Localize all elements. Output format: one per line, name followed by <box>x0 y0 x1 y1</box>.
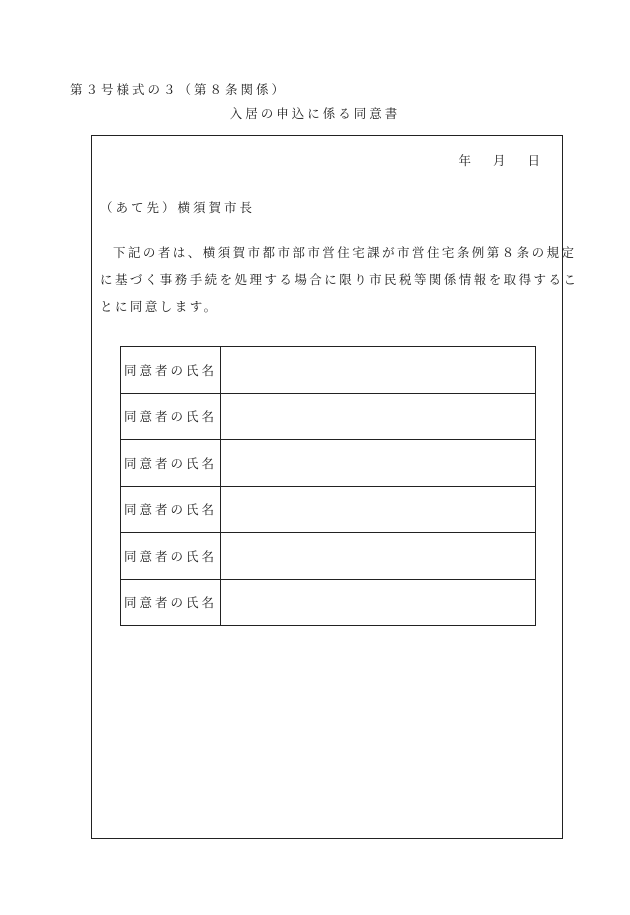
consenter-name-field[interactable] <box>220 440 535 487</box>
consenter-name-label: 同意者の氏名 <box>121 579 221 626</box>
date-day-label: 日 <box>527 153 540 168</box>
consenter-name-label: 同意者の氏名 <box>121 440 221 487</box>
consenter-name-field[interactable] <box>220 579 535 626</box>
document-title: 入居の申込に係る同意書 <box>229 106 401 121</box>
consent-line: 下記の者は、横須賀市都市部市営住宅課が市営住宅条例第８条の規定 <box>113 245 577 260</box>
consent-line: に基づく事務手続を処理する場合に限り市民税等関係情報を取得するこ <box>100 272 579 287</box>
consenter-name-table <box>120 346 536 626</box>
consenter-name-field[interactable] <box>220 393 535 440</box>
consent-line: とに同意します。 <box>100 299 219 314</box>
consenter-name-label: 同意者の氏名 <box>121 393 221 440</box>
table-row <box>121 347 536 394</box>
consenter-name-label: 同意者の氏名 <box>121 533 221 580</box>
table-row <box>121 393 536 440</box>
consent-statement <box>100 239 579 320</box>
consenter-name-label: 同意者の氏名 <box>121 347 221 394</box>
form-number: 第３号様式の３（第８条関係） <box>70 82 288 97</box>
form-frame <box>91 135 579 839</box>
consenter-name-field[interactable] <box>220 486 535 533</box>
date-line <box>458 151 540 169</box>
consenter-name-label: 同意者の氏名 <box>121 486 221 533</box>
table-row <box>121 579 536 626</box>
addressee: （あて先）横須賀市長 <box>100 200 256 215</box>
table-row <box>121 440 536 487</box>
consenter-name-field[interactable] <box>220 347 535 394</box>
table-row <box>121 486 536 533</box>
date-month-label: 月 <box>492 153 506 168</box>
consenter-name-field[interactable] <box>220 533 535 580</box>
date-year-label: 年 <box>458 153 471 168</box>
table-row <box>121 533 536 580</box>
